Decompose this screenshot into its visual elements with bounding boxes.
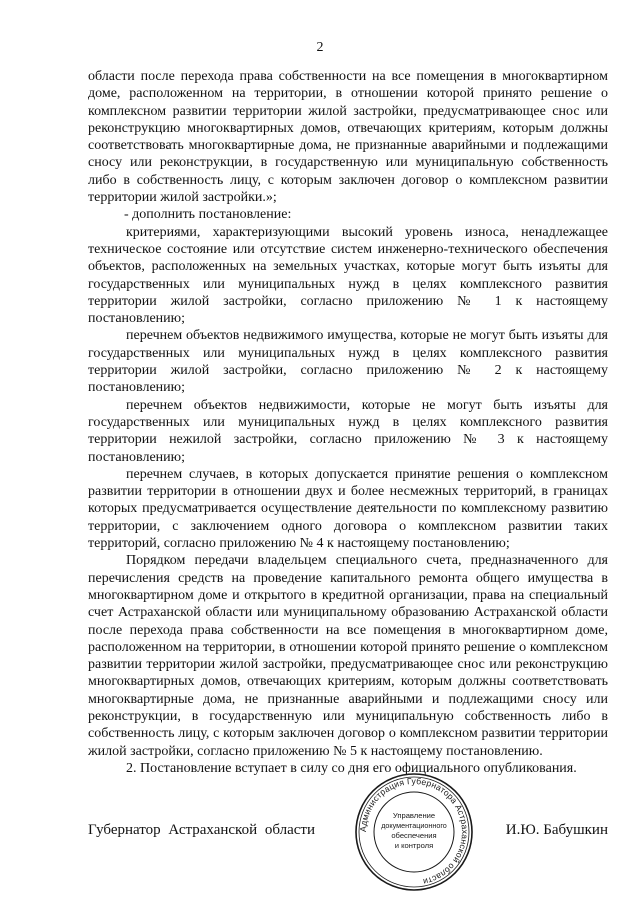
stamp-line-2: документационного [381,821,447,830]
signatory-title: Губернатор Астраханской области [88,822,316,838]
document-body [88,68,608,777]
paragraph-amend-intro: - дополнить постановление: [124,207,292,223]
paragraph-appendix-3: перечнем объектов недвижимости, которые не могут быть изъяты для государственных или муниципальных нужд в целях комплексного развития территории нежилой застройки, согласно приложению № 3 к настоящему постановлению; [88,397,608,465]
paragraph-appendix-4: перечнем случаев, в которых допускается принятие решения о комплексном развитии территории в отношении двух и более несмежных территорий, в границах которых предусматривается осуществление деятельности по комплексному развитию территории, с заключением одного договора о комплексном развитии таких территорий, согласно приложению № 4 к настоящему постановлению; [88,466,608,552]
stamp-line-4: и контроля [394,841,434,850]
page-number: 2 [316,40,324,55]
paragraph-appendix-1: критериями, характеризующими высокий уровень износа, ненадлежащее техническое состояние или отсутствие систем инженерно-технического обеспечения объектов, расположенных на земельных участках, которые могут быть изъяты для государственных или муниципальных нужд в целях комплексного развития территории жилой застройки, согласно приложению № 1 к настоящему постановлению; [88,224,608,327]
official-stamp [352,770,476,894]
paragraph-appendix-5: Порядком передачи владельцем специального счета, предназначенного для перечисления средств на проведение капитального ремонта общего имущества в многоквартирном доме и открытого в кредитной организации, права на специальный счет Астраханской области или муниципальному образованию Астраханской области после перехода права собственности на все помещения в многоквартирном доме, расположенном на территории, в отношении которой принято решение о комплексном развитии территории жилой застройки, предусматривающее снос или реконструкцию многоквартирных домов, отвечающих критериям, которым должны соответствовать многоквартирные дома, не признанные аварийными и подлежащими сносу или реконструкции, в государственную или муниципальную собственность либо в собственность лицу, с которым заключен договор о комплексном развитии территории жилой застройки, согласно приложению № 5 к настоящему постановлению. [88,553,608,759]
stamp-line-1: Управление [392,811,436,820]
paragraph-effective-date: 2. Постановление вступает в силу со дня его официального опубликования. [126,760,577,776]
stamp-seal-icon [352,770,476,894]
signature-block [88,822,608,844]
stamp-ring-text: Администрация Губернатора Астраханской области [357,775,471,888]
paragraph-appendix-2: перечнем объектов недвижимого имущества, которые не могут быть изъяты для государственных или муниципальных нужд в целях комплексного развития территории жилой застройки, согласно приложению № 2 к настоящему постановлению; [88,328,608,396]
signatory-name: И.Ю. Бабушкин [505,822,608,838]
stamp-line-3: обеспечения [391,831,437,840]
paragraph-continuation: области после перехода права собственности на все помещения в многоквартирном доме, расположенном на территории, в отношении которой принято решение о комплексном развитии территории жилой застройки, предусматривающее снос или реконструкцию многоквартирных домов, отвечающих критериям, которым должны соответствовать многоквартирные дома, не признанные аварийными и подлежащими сносу или реконструкции, в государственную или муниципальную собственность либо в собственность лицу, с которым заключен договор о комплексном развитии территории жилой застройки.»; [88,69,608,206]
